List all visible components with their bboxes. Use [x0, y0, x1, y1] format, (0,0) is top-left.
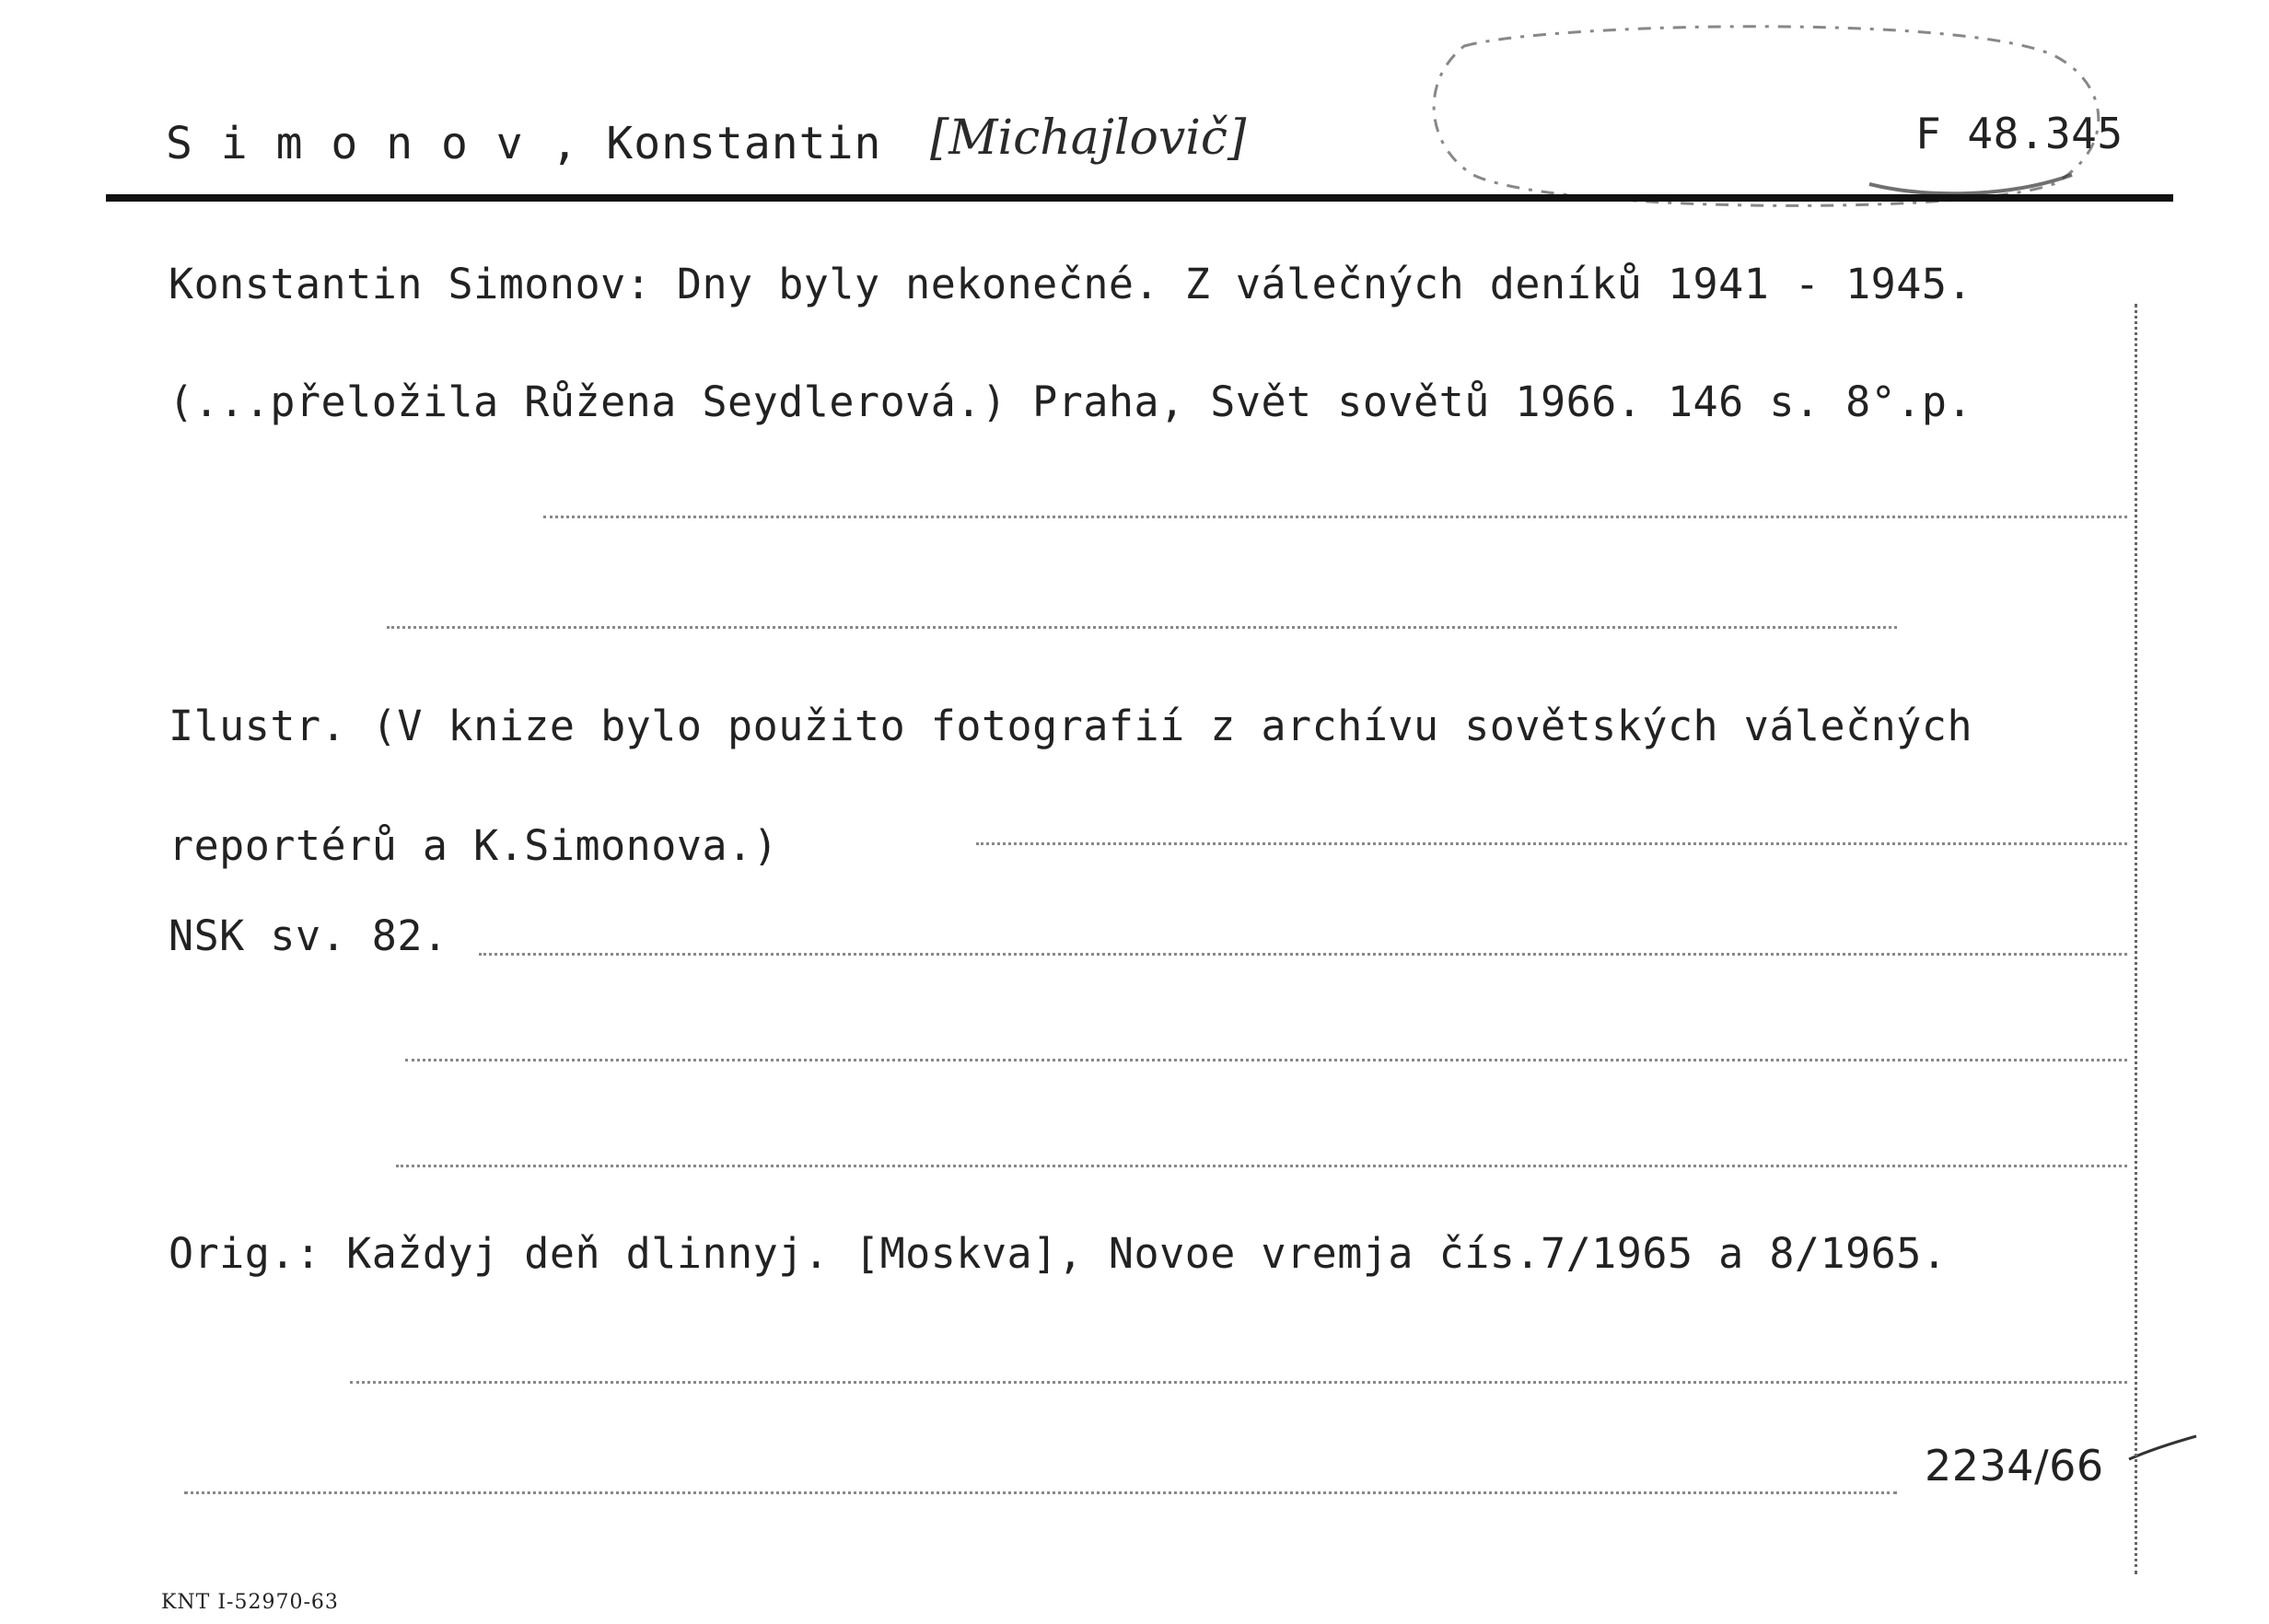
original-title-note: Orig.: Každyj deň dlinnyj. [Moskva], Novoe vremja čís.7/1965 a 8/1965.	[169, 1229, 1948, 1278]
blank-line	[405, 1059, 2127, 1061]
blank-line	[479, 953, 2127, 956]
blank-line	[350, 1381, 2127, 1384]
illustration-note-line2: reportérů a K.Simonova.)	[169, 821, 779, 870]
blank-line	[184, 1491, 1897, 1494]
author-heading: S i m o n o v , Konstantin	[166, 118, 882, 169]
call-number: F 48.345	[1915, 109, 2124, 158]
accession-number: 2234/66	[1925, 1441, 2104, 1491]
illustration-note-line1: Ilustr. (V knize bylo použito fotografií z archívu sovětských válečných	[169, 702, 1973, 750]
blank-line	[387, 626, 1897, 629]
series-note: NSK sv. 82.	[169, 911, 448, 960]
handwritten-patronymic: [Michajlovič]	[930, 110, 1247, 166]
blank-line	[976, 842, 2127, 845]
imprint-line: (...přeložila Růžena Seydlerová.) Praha, Svět sovětů 1966. 146 s. 8°.p.	[169, 377, 1973, 426]
card-edge-dots	[2135, 304, 2137, 1574]
print-code: KNT I-52970-63	[161, 1591, 339, 1614]
title-line: Konstantin Simonov: Dny byly nekonečné. Z válečných deníků 1941 - 1945.	[169, 260, 1973, 308]
blank-line	[396, 1165, 2127, 1167]
blank-line	[543, 516, 2127, 518]
pencil-tick-mark	[2127, 1432, 2201, 1468]
heading-rule	[106, 194, 2173, 202]
